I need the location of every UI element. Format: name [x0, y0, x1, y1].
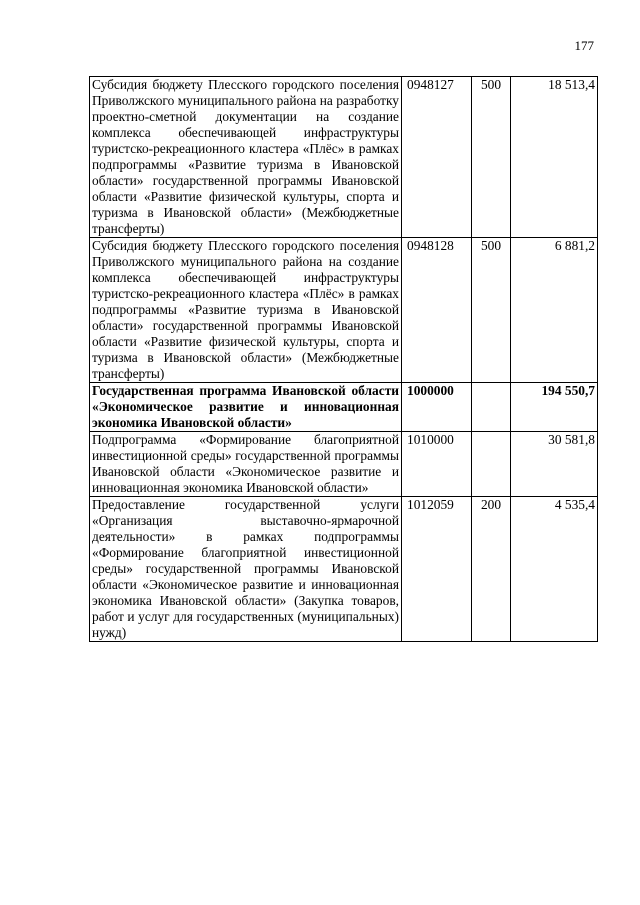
row-name: Государственная программа Ивановской области «Экономическое развитие и инновационная экономика Ивановской области»	[90, 383, 402, 432]
row-name: Субсидия бюджету Плесского городского поселения Приволжского муниципального района на создание комплекса обеспечивающей инфраструктуры туристско-рекреационного кластера «Плёс» в рамках подпрограммы «Развитие туризма в Ивановской области» государственной программы Ивановской области «Развитие физической культуры, спорта и туризма в Ивановской области» (Межбюджетные трансферты)	[90, 238, 402, 383]
row-expense-type: 200	[472, 497, 511, 642]
row-code: 1000000	[402, 383, 472, 432]
row-amount: 194 550,7	[511, 383, 598, 432]
row-amount: 18 513,4	[511, 77, 598, 238]
budget-table	[89, 76, 598, 642]
row-code: 0948127	[402, 77, 472, 238]
row-name: Подпрограмма «Формирование благоприятной инвестиционной среды» государственной программы Ивановской области «Экономическое развитие и инновационная экономика Ивановской области»	[90, 432, 402, 497]
row-name: Предоставление государственной услуги «Организация выставочно-ярмарочной деятельности» в рамках подпрограммы «Формирование благоприятной инвестиционной среды» государственной программы Ивановской области «Экономическое развитие и инновационная экономика Ивановской области» (Закупка товаров, работ и услуг для государственных (муниципальных) нужд)	[90, 497, 402, 642]
table-row	[90, 383, 598, 432]
row-code: 1010000	[402, 432, 472, 497]
row-name: Субсидия бюджету Плесского городского поселения Приволжского муниципального района на разработку проектно-сметной документации на создание комплекса обеспечивающей инфраструктуры туристско-рекреационного кластера «Плёс» в рамках подпрограммы «Развитие туризма в Ивановской области» государственной программы Ивановской области «Развитие физической культуры, спорта и туризма в Ивановской области» (Межбюджетные трансферты)	[90, 77, 402, 238]
table-row	[90, 77, 598, 238]
table-row	[90, 497, 598, 642]
row-amount: 30 581,8	[511, 432, 598, 497]
row-amount: 6 881,2	[511, 238, 598, 383]
table-row	[90, 238, 598, 383]
row-expense-type: 500	[472, 238, 511, 383]
row-expense-type: 500	[472, 77, 511, 238]
page-number: 177	[574, 38, 594, 53]
row-amount: 4 535,4	[511, 497, 598, 642]
row-expense-type	[472, 383, 511, 432]
row-code: 0948128	[402, 238, 472, 383]
row-expense-type	[472, 432, 511, 497]
row-code: 1012059	[402, 497, 472, 642]
table-row	[90, 432, 598, 497]
